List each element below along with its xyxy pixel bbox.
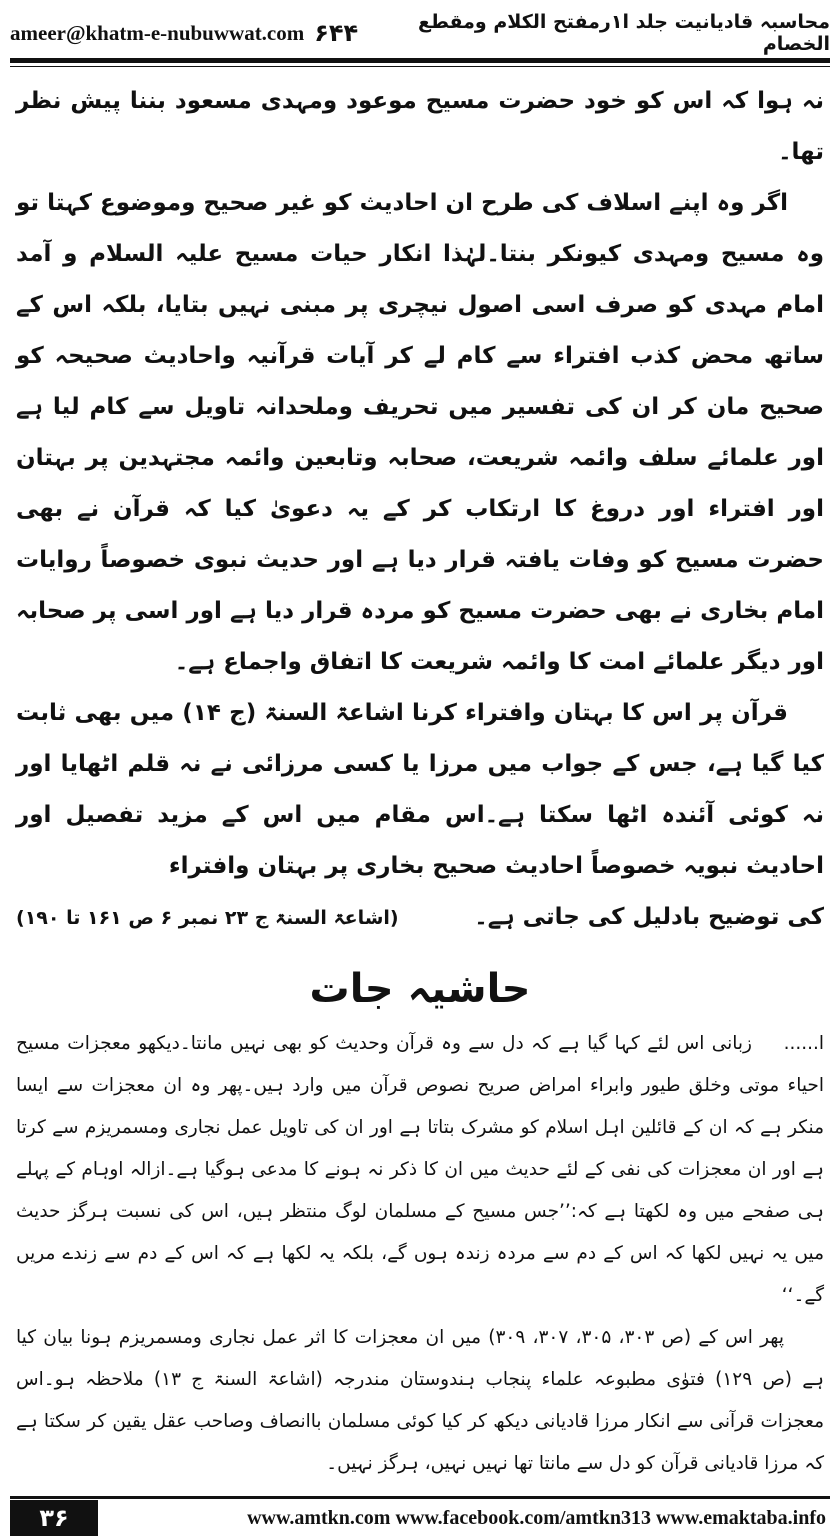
footer-page-label: ۳۶ [10,1500,98,1536]
footer-rule [10,1496,830,1499]
body-reference: (اشاعۃ السنۃ ج ۲۳ نمبر ۶ ص ۱۶۱ تا ۱۹۰) [16,907,399,929]
note-number: ا...... [783,1033,824,1054]
body-last-line-text: کی توضیح بادلیل کی جاتی ہے۔ [474,904,824,930]
body-paragraph-3: قرآن پر اس کا بہتان وافتراء کرنا اشاعۃ السنۃ (ج ۱۴) میں بھی ثابت کیا گیا ہے، جس کے جواب میں مرزا یا کسی مرزائی نے نہ قلم اٹھایا اور نہ کوئی آئندہ اٹھا سکتا ہے۔اس مقام میں اس کے مزید تفصیل اور احادیث نبویہ خصوصاً احادیث صحیح بخاری پر بہتان وافتراء [16,700,824,879]
page-footer [10,1500,830,1536]
header-book-title: محاسبہ قادیانیت جلد ا۱رمفتح الکلام ومقطع الخصام [418,11,830,55]
body-last-line [16,892,824,943]
page-header [10,10,830,56]
body-paragraph-2: اگر وہ اپنے اسلاف کی طرح ان احادیث کو غیر صحیح وموضوع کہتا تو وہ مسیح ومہدی کیونکر بنتا۔لہٰذا انکار حیات مسیح علیہ السلام و آمد امام مہدی کو صرف اسی اصول نیچری پر مبنی نہیں بتایا، بلکہ اس کے ساتھ محض کذب افتراء سے کام لے کر آیات قرآنیہ واحادیث صحیحہ کو صحیح مان کر ان کی تفسیر میں تحریف وملحدانہ تاویل سے کام لیا ہے اور علمائے سلف وائمہ شریعت، صحابہ وتابعین وائمہ مجتہدین پر بہتان اور افتراء اور دروغ کا ارتکاب کر کے یہ دعویٰ کیا کہ قرآن نے بھی حضرت مسیح کو وفات یافتہ قرار دیا ہے اور حدیث نبوی خصوصاً روایات امام بخاری نے بھی حضرت مسیح کو مردہ قرار دیا ہے اور اسی پر صحابہ اور دیگر علمائے امت کا وائمہ شریعت کا اتفاق واجماع ہے۔ [16,190,824,675]
note-paragraph-1 [16,1023,824,1317]
note-paragraph-1-text: زبانی اس لئے کہا گیا ہے کہ دل سے وہ قرآن وحدیث کو بھی نہیں مانتا۔دیکھو معجزات مسیح احیاء موتی وخلق طیور وابراء امراض صریح نصوص قرآن میں وارد ہیں۔پھر وہ ان معجزات سے ایسا منکر ہے کہ ان کے قائلین اہل اسلام کو مشرک بتاتا ہے اور ان کی تاویل عمل نجاری ومسمریزم سے کرتا ہے اور ان معجزات کی نفی کے لئے حدیث میں ان کا ذکر نہ ہونے کا مدعی ہوگیا ہے۔ازالہ اوہام کے پہلے ہی صفحے میں وہ لکھتا ہے کہ:’’جس مسیح کے مسلمان لوگ منتظر ہیں، اس کی نسبت ہرگز حدیث میں یہ نہیں لکھا کہ اس کے دم سے مردہ زندہ ہوں گے، بلکہ یہ لکھا ہے کہ اس کے دم سے زندے مریں گے۔‘‘ [16,1033,824,1306]
body-paragraph-1: نہ ہوا کہ اس کو خود حضرت مسیح موعود ومہدی مسعود بننا پیش نظر تھا۔ [16,88,824,165]
footer-links[interactable]: www.amtkn.com www.facebook.com/amtkn313 www.emaktaba.info [247,1506,826,1529]
header-email[interactable]: ameer@khatm-e-nubuwwat.com [10,20,305,45]
header-page-number: ۶۴۴ [314,19,359,47]
notes-title: حاشیہ جات [309,966,531,1012]
note-paragraph-2: پھر اس کے (ص ۳۰۳، ۳۰۵، ۳۰۷، ۳۰۹) میں ان معجزات کا اثر عمل نجاری ومسمریزم ہونا بیان کیا ہے (ص ۱۲۹) فتوٰی مطبوعہ علماء پنجاب ہندوستان مندرجہ (اشاعۃ السنۃ ج ۱۳) ملاحظہ ہو۔اس معجزات قرآنی سے انکار مرزا قادیانی دیکھ کر کیا کوئی مسلمان باانصاف وصاحب عقل یقین کر سکتا ہے کہ مرزا قادیانی قرآن کو دل سے مانتا تھا نہیں نہیں، ہرگز نہیں۔ [16,1327,824,1474]
header-rule-thick [10,58,830,63]
page-content [16,76,824,1485]
header-rule-thin [10,66,830,67]
